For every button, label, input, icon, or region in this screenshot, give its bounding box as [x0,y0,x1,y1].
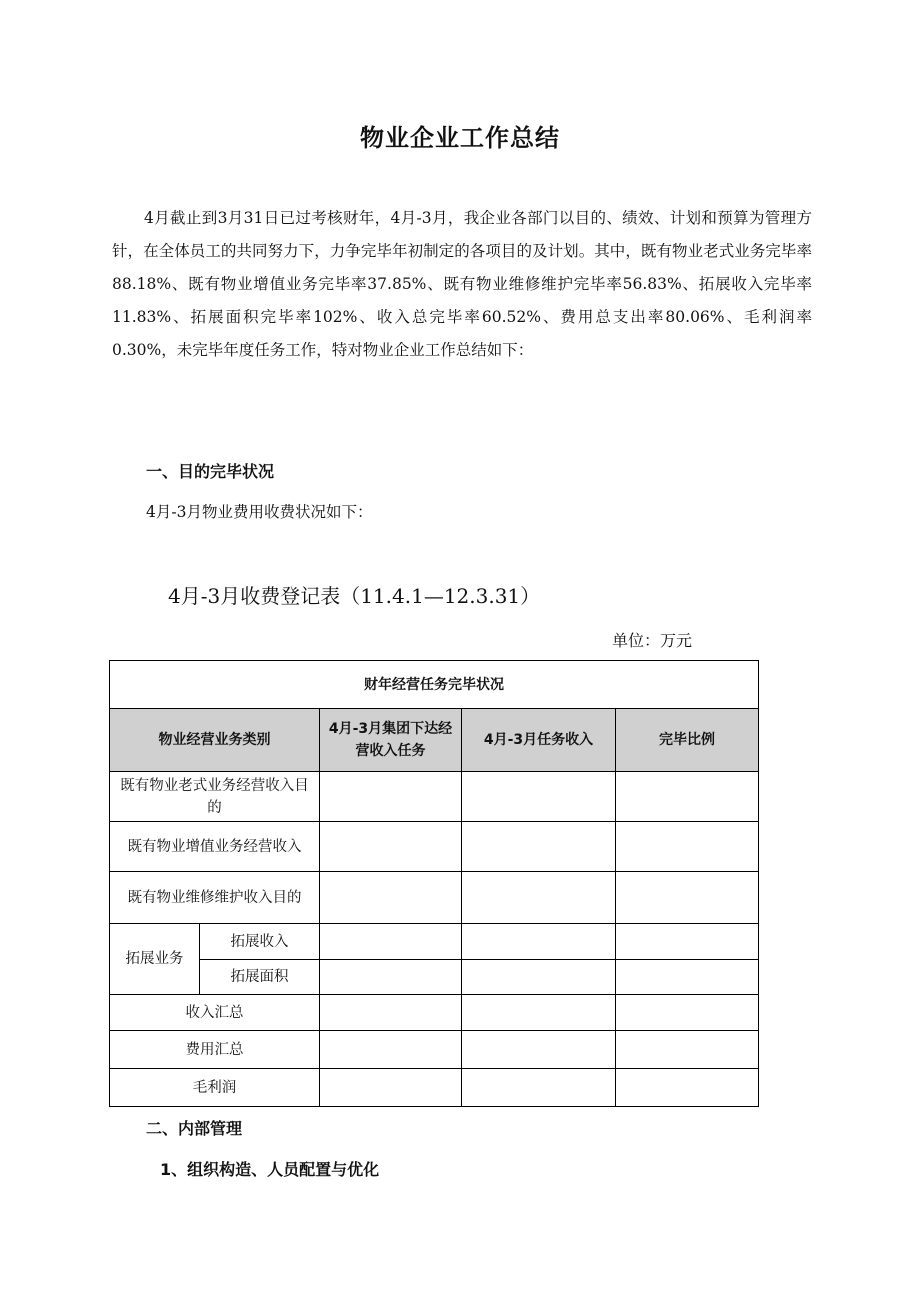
cell-income [462,872,616,924]
table-header-row [110,709,759,772]
cell-ratio [616,960,759,995]
cell-target [320,1069,462,1107]
table-caption-row [110,661,759,709]
cell-income [462,1031,616,1069]
table-row [110,1031,759,1069]
section-2-heading: 二、内部管理 [146,1119,243,1138]
table-row [110,822,759,872]
row-label-income-total: 收入汇总 [110,995,320,1031]
cell-ratio [616,924,759,960]
section-1-paragraph: 4月-3月物业费用收费状况如下： [146,503,373,521]
cell-ratio [616,995,759,1031]
cell-target [320,1031,462,1069]
table-row [110,960,759,995]
cell-ratio [616,1031,759,1069]
section-2-sub-1-heading: 1、组织构造、人员配置与优化 [160,1160,380,1179]
table-title: 4月-3月收费登记表（11.4.1—12.3.31） [168,584,541,608]
row-label-maintenance: 既有物业维修维护收入目的 [110,872,320,924]
cell-target [320,772,462,822]
table-row [110,924,759,960]
table-row [110,1069,759,1107]
section-1-heading: 一、目的完毕状况 [146,462,275,481]
intro-paragraph: 4月截止到3月31日已过考核财年，4月-3月，我企业各部门以目的、绩效、计划和预算为管理方针，在全体员工的共同努力下，力争完毕年初制定的各项目的及计划。其中，既有物业老式业务完毕率88.18%、既有物业增值业务完毕率37.85%、既有物业维修维护完毕率56.83%、拓展收入完毕率11.83%、拓展面积完毕率102%、收入总完毕率60.52%、费用总支出率80.06%、毛利润率0.30%，未完毕年度任务工作，特对物业企业工作总结如下： [112,209,812,359]
row-label-gross-profit: 毛利润 [110,1069,320,1107]
document-title: 物业企业工作总结 [360,124,560,152]
row-label-value-added: 既有物业增值业务经营收入 [110,822,320,872]
table-unit: 单位：万元 [612,631,693,650]
cell-target [320,960,462,995]
cell-ratio [616,1069,759,1107]
cell-target [320,872,462,924]
table-row [110,772,759,822]
header-income: 4月-3月任务收入 [462,709,616,772]
cell-income [462,772,616,822]
cell-income [462,995,616,1031]
cell-target [320,995,462,1031]
cell-target [320,822,462,872]
table-row [110,872,759,924]
row-label-expansion-income: 拓展收入 [200,924,320,960]
cell-ratio [616,822,759,872]
cell-income [462,924,616,960]
header-target: 4月-3月集团下达经营收入任务 [320,709,462,772]
cell-ratio [616,872,759,924]
cell-income [462,822,616,872]
cell-target [320,924,462,960]
fee-registration-table [109,660,759,1107]
cell-income [462,960,616,995]
table-row [110,995,759,1031]
cell-ratio [616,772,759,822]
header-ratio: 完毕比例 [616,709,759,772]
row-label-expansion-area: 拓展面积 [200,960,320,995]
row-label-expansion-group: 拓展业务 [110,924,200,995]
row-label-legacy: 既有物业老式业务经营收入目的 [110,772,320,822]
table-caption: 财年经营任务完毕状况 [110,661,759,709]
header-category: 物业经营业务类别 [110,709,320,772]
row-label-expense-total: 费用汇总 [110,1031,320,1069]
cell-income [462,1069,616,1107]
